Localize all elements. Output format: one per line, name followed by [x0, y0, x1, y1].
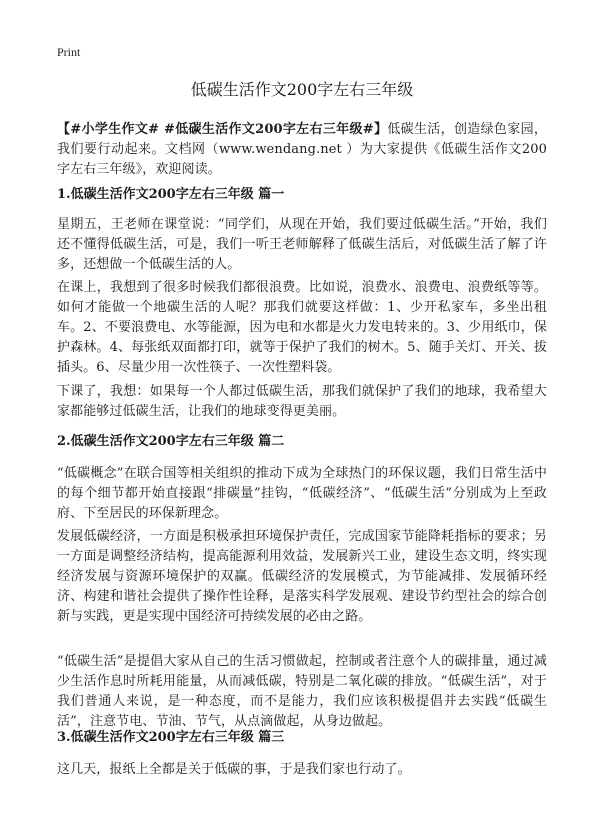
section-2-paragraph-3: “低碳生活”是提倡大家从自己的生活习惯做起，控制或者注意个人的碳排量，通过减少生活作息时所耗用能量，从而减低碳，特别是二氧化碳的排放。“低碳生活”，对于我们普通人来说，是一种态度，而不是能力，我们应该积极提倡并去实践“低碳生活”，注意节电、节油、节气，从点滴做起，从身边做起。 — [57, 654, 547, 729]
intro-paragraph — [57, 120, 547, 180]
section-1-paragraph-3: 下课了，我想：如果每一个人都过低碳生活，那我们就保护了我们的地球，我希望大家都能够过低碳生活，让我们的地球变得更美丽。 — [57, 384, 547, 419]
section-2-paragraph-1: “低碳概念”在联合国等相关组织的推动下成为全球热门的环保议题，我们日常生活中的每个细节都开始直接跟“排碳量”挂钩，“低碳经济”、“低碳生活”分别成为上至政府、下至居民的环保新理念。 — [57, 466, 547, 521]
section-1-paragraph-1: 星期五，王老师在课堂说：“同学们，从现在开始，我们要过低碳生活。”开始，我们还不懂得低碳生活，可是，我们一听王老师解释了低碳生活后，对低碳生活了解了许多，还想做一个低碳生活的人。 — [57, 217, 547, 272]
section-1-paragraph-2: 在课上，我想到了很多时候我们都很浪费。比如说，浪费水、浪费电、浪费纸等等。如何才能做一个地碳生活的人呢？那我们就要这样做：1、少开私家车，多坐出租车。2、不要浪费电、水等能源，因为电和水都是火力发电转来的。3、少用纸巾，保护森林。4、每张纸双面都打印，就等于保护了我们的树木。5、随手关灯、开关、拔插头。6、尽量少用一次性筷子、一次性塑料袋。 — [57, 280, 547, 375]
section-heading-2: 2.低碳生活作文200字左右三年级 篇二 — [57, 434, 285, 449]
section-2-paragraph-2: 发展低碳经济，一方面是积极承担环境保护责任，完成国家节能降耗指标的要求；另一方面是调整经济结构，提高能源利用效益，发展新兴工业，建设生态文明，终实现经济发展与资源环境保护的双赢。低碳经济的发展模式，为节能减排、发展循环经济、构建和谐社会提供了操作性诠释，是落实科学发展观、建设节约型社会的综合创新与实践，更是实现中国经济可持续发展的必由之路。 — [57, 529, 547, 624]
section-heading-3: 3.低碳生活作文200字左右三年级 篇三 — [57, 730, 285, 745]
intro-text: 低碳生活，创造绿色家园，我们要行动起来。文档网（www.wendang.net ）为大家提供《低碳生活作文200字左右三年级》，欢迎阅读。 — [57, 122, 547, 177]
section-3-paragraph-1: 这几天，报纸上全都是关于低碳的事，于是我们家也行动了。 — [57, 762, 411, 777]
print-label: Print — [57, 45, 81, 59]
section-heading-1: 1.低碳生活作文200字左右三年级 篇一 — [57, 187, 285, 202]
page-title: 低碳生活作文200字左右三年级 — [190, 80, 414, 99]
intro-tags: 【#小学生作文# #低碳生活作文200字左右三年级#】 — [57, 122, 388, 137]
